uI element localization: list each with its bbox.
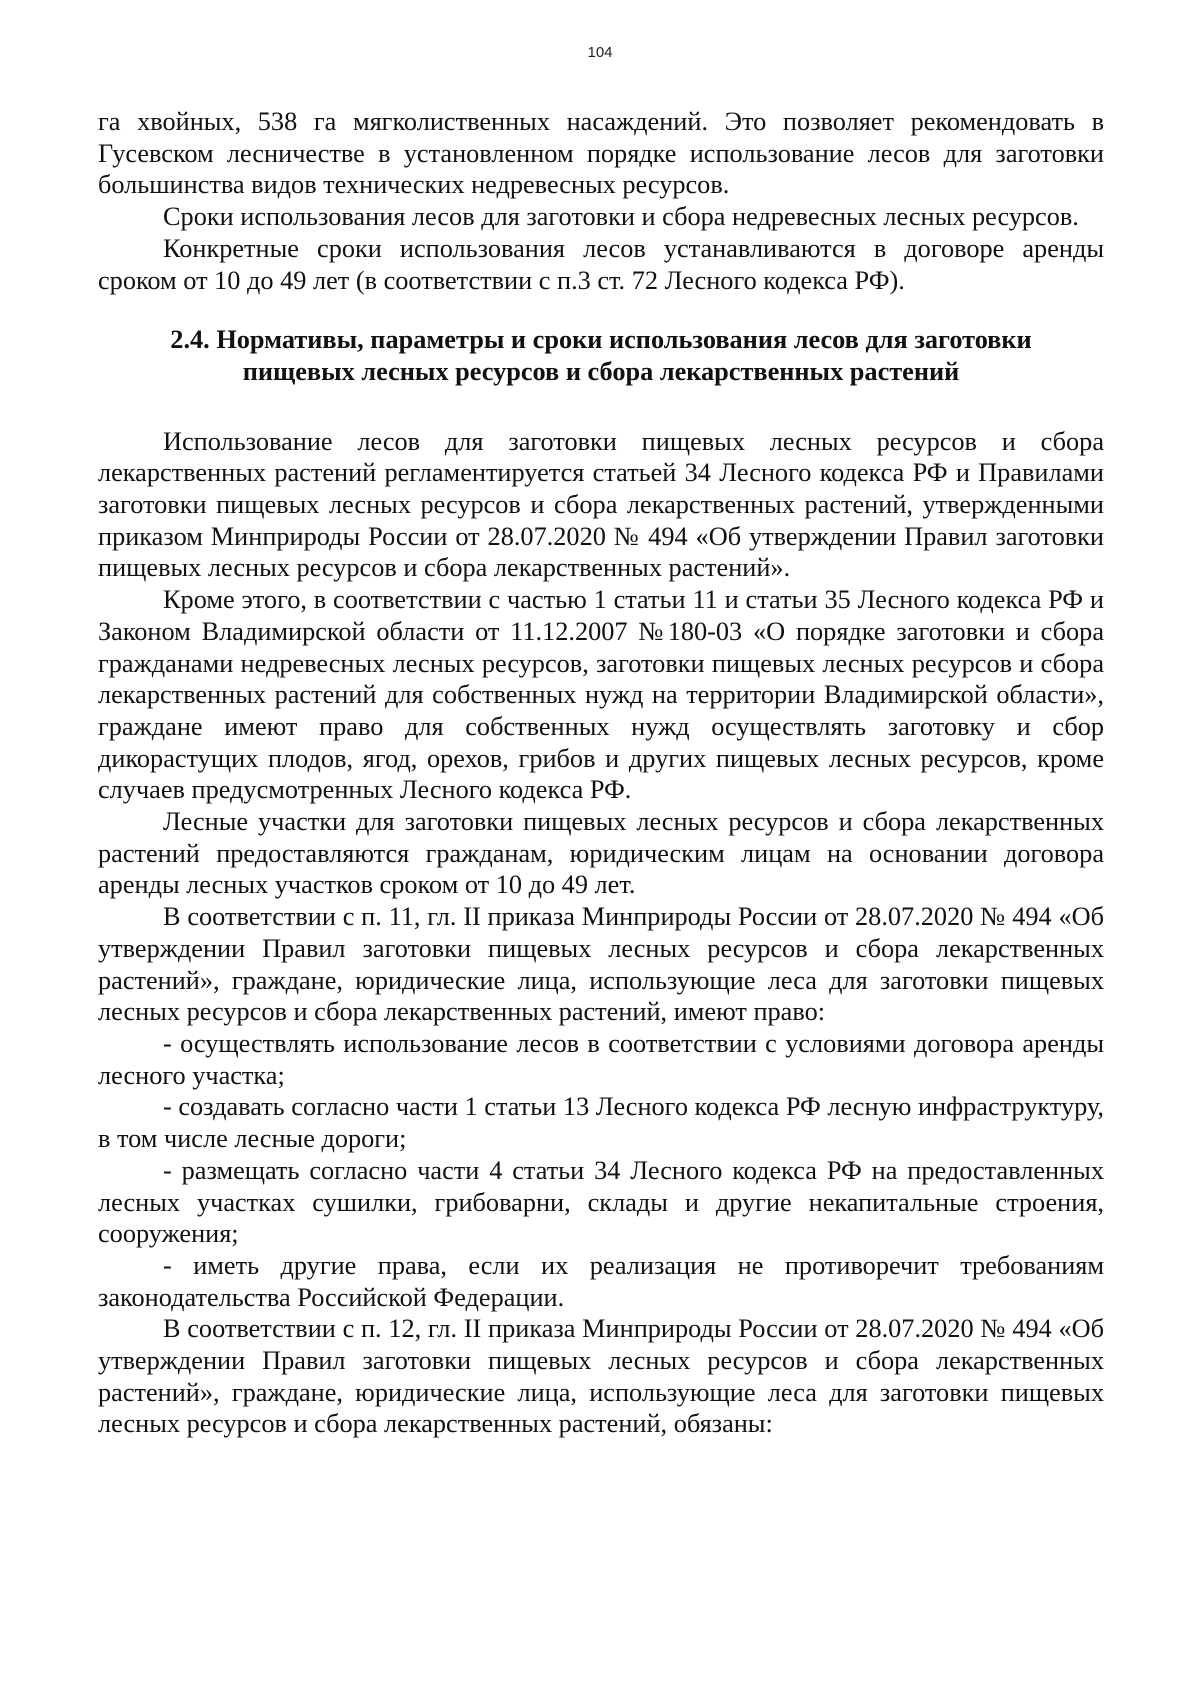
paragraph: Лесные участки для заготовки пищевых лесных ресурсов и сбора лекарственных растений предоставляются гражданам, юридическим лицам на основании договора аренды лесных участков сроком от 10 до 49 лет. <box>98 807 1104 900</box>
list-item: - осуществлять использование лесов в соответствии с условиями договора аренды лесного участка; <box>98 1028 1104 1090</box>
paragraph: Сроки использования лесов для заготовки и сбора недревесных лесных ресурсов. <box>163 202 1079 232</box>
list-item: - иметь другие права, если их реализация не противоречит требованиям законодательства Российской Федерации. <box>98 1250 1104 1312</box>
list-item: - размещать согласно части 4 статьи 34 Лесного кодекса РФ на предоставленных лесных участках сушилки, грибоварни, склады и другие некапитальные строения, сооружения; <box>98 1155 1104 1249</box>
section-heading <box>98 324 1104 387</box>
section-heading-line: 2.4. Нормативы, параметры и сроки использования лесов для заготовки <box>170 325 1032 355</box>
paragraph: Конкретные сроки использования лесов устанавливаются в договоре аренды сроком от 10 до 49 лет (в соответствии с п.3 ст. 72 Лесного кодекса РФ). <box>98 233 1104 295</box>
page-number: 104 <box>587 44 613 61</box>
paragraph: Кроме этого, в соответствии с частью 1 статьи 11 и статьи 35 Лесного кодекса РФ и Законом Владимирской области от 11.12.2007 №180-03 «О порядке заготовки и сбора гражданами недревесных лесных ресурсов, заготовки пищевых лесных ресурсов и сбора лекарственных растений для собственных нужд на территории Владимирской области», граждане имеют право для собственных нужд осуществлять заготовку и сбор дикорастущих плодов, ягод, орехов, грибов и других пищевых лесных ресурсов, кроме случаев предусмотренных Лесного кодекса РФ. <box>98 585 1104 805</box>
document-body <box>98 106 1104 1440</box>
paragraph: В соответствии с п. 12, гл. II приказа Минприроды России от 28.07.2020 № 494 «Об утверждении Правил заготовки пищевых лесных ресурсов и сбора лекарственных растений», граждане, юридические лица, использующие леса для заготовки пищевых лесных ресурсов и сбора лекарственных растений, обязаны: <box>98 1314 1104 1439</box>
paragraph: Использование лесов для заготовки пищевых лесных ресурсов и сбора лекарственных растений регламентируется статьей 34 Лесного кодекса РФ и Правилами заготовки пищевых лесных ресурсов и сбора лекарственных растений, утвержденными приказом Минприроды России от 28.07.2020 № 494 «Об утверждении Правил заготовки пищевых лесных ресурсов и сбора лекарственных растений». <box>98 426 1104 583</box>
section-heading-line: пищевых лесных ресурсов и сбора лекарственных растений <box>242 356 960 386</box>
paragraph: га хвойных, 538 га мягколиственных насаждений. Это позволяет рекомендовать в Гусевском лесничестве в установленном порядке использование лесов для заготовки большинства видов технических недревесных ресурсов. <box>98 107 1104 200</box>
list-item: - создавать согласно части 1 статьи 13 Лесного кодекса РФ лесную инфраструктуру, в том числе лесные дороги; <box>98 1092 1104 1154</box>
paragraph: В соответствии с п. 11, гл. II приказа Минприроды России от 28.07.2020 № 494 «Об утверждении Правил заготовки пищевых лесных ресурсов и сбора лекарственных растений», граждане, юридические лица, использующие леса для заготовки пищевых лесных ресурсов и сбора лекарственных растений, имеют право: <box>98 902 1104 1027</box>
